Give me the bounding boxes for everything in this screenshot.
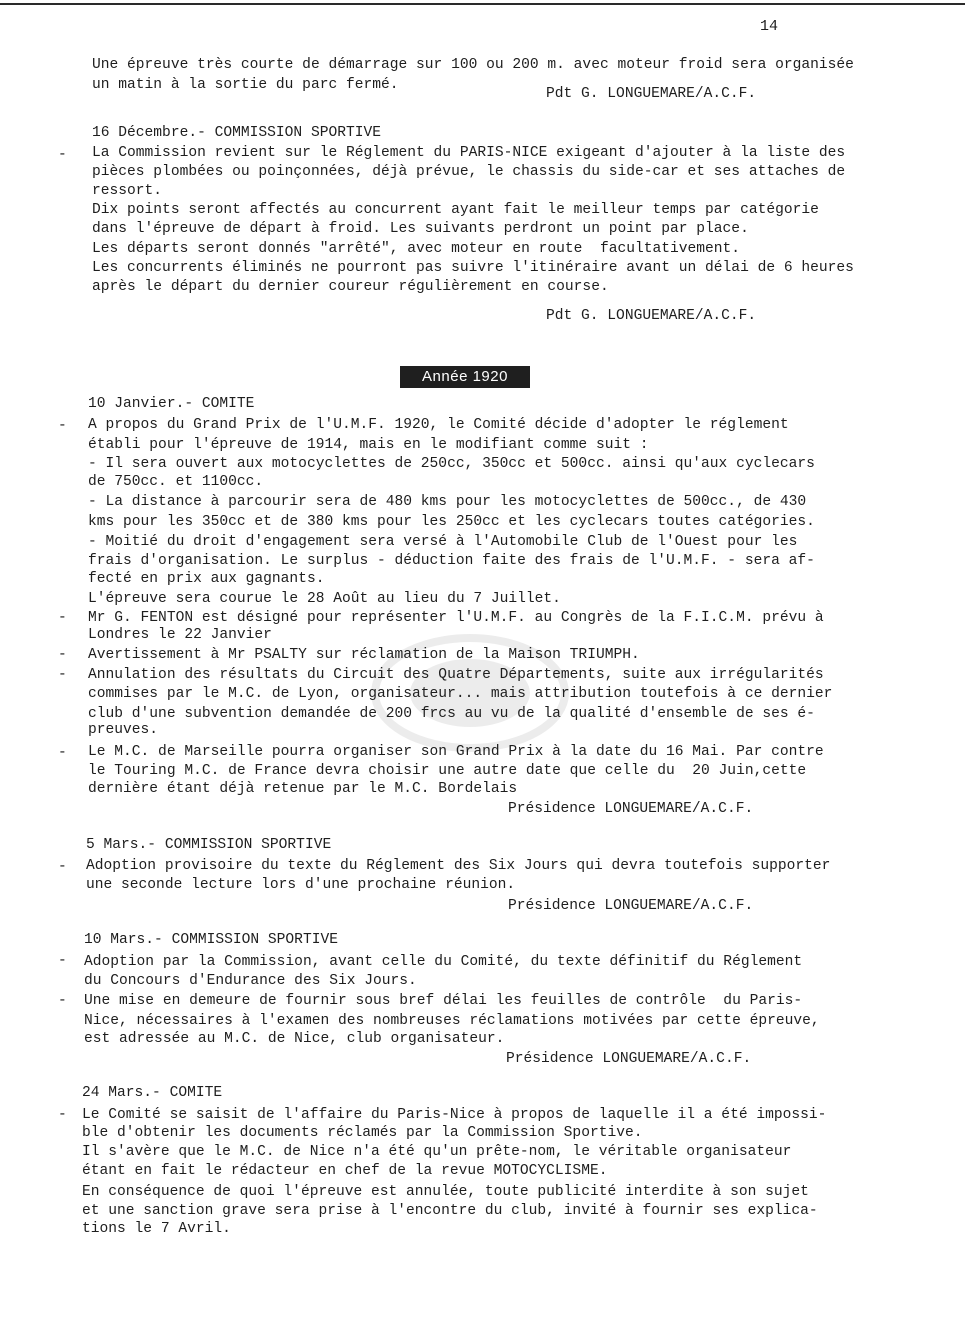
- s5-line-6: et une sanction grave sera prise à l'encontre du club, invité à fournir ses explica-: [82, 1203, 818, 1219]
- margin-dash: -: [58, 953, 67, 969]
- s2-line-8: frais d'organisation. Le surplus - déduction faite des frais de l'U.M.F. - sera af-: [88, 553, 815, 569]
- page-number: 14: [760, 18, 779, 35]
- s3-heading: 5 Mars.- COMMISSION SPORTIVE: [86, 837, 332, 853]
- margin-dash: -: [58, 745, 67, 761]
- s2-line-12: Londres le 22 Janvier: [88, 627, 272, 643]
- margin-dash: -: [58, 859, 67, 875]
- s4-line-4: Nice, nécessaires à l'examen des nombreuses réclamations motivées par cette épreuve,: [84, 1013, 820, 1029]
- s3-signature: Présidence LONGUEMARE/A.C.F.: [508, 898, 754, 914]
- margin-dash: -: [58, 647, 67, 663]
- s4-line-5: est adressée au M.C. de Nice, club organisateur.: [84, 1031, 505, 1047]
- s5-heading: 24 Mars.- COMITE: [82, 1085, 223, 1101]
- s2-line-14: Annulation des résultats du Circuit des Quatre Départements, suite aux irrégularités: [88, 667, 824, 683]
- s1-line-1: La Commission revient sur le Réglement du PARIS-NICE exigeant d'ajouter à la liste des: [92, 145, 846, 161]
- s2-line-4: de 750cc. et 1100cc.: [88, 474, 264, 490]
- margin-dash: -: [58, 993, 67, 1009]
- s2-line-9: fecté en prix aux gagnants.: [88, 571, 325, 587]
- s2-line-7: - Moitié du droit d'engagement sera versé à l'Automobile Club de l'Ouest pour les: [88, 534, 798, 550]
- intro-signature: Pdt G. LONGUEMARE/A.C.F.: [546, 86, 757, 102]
- margin-dash: -: [58, 147, 67, 163]
- s4-line-3: Une mise en demeure de fournir sous bref délai les feuilles de contrôle du Paris-: [84, 993, 803, 1009]
- s4-line-1: Adoption par la Commission, avant celle du Comité, du texte définitif du Réglement: [84, 954, 803, 970]
- s4-line-2: du Concours d'Endurance des Six Jours.: [84, 973, 417, 989]
- s1-heading: 16 Décembre.- COMMISSION SPORTIVE: [92, 125, 382, 141]
- s2-line-3: - Il sera ouvert aux motocyclettes de 250cc, 350cc et 500cc. ainsi qu'aux cyclecars: [88, 456, 815, 472]
- s2-line-18: Le M.C. de Marseille pourra organiser son Grand Prix à la date du 16 Mai. Par contre: [88, 744, 824, 760]
- s5-line-4: étant en fait le rédacteur en chef de la revue MOTOCYCLISME.: [82, 1163, 608, 1179]
- intro-line-1: Une épreuve très courte de démarrage sur 100 ou 200 m. avec moteur froid sera organisée: [92, 57, 854, 73]
- s2-line-15: commises par le M.C. de Lyon, organisateur... mais attribution toutefois à ce dernier: [88, 686, 833, 702]
- s1-signature: Pdt G. LONGUEMARE/A.C.F.: [546, 308, 757, 324]
- margin-dash: -: [58, 418, 67, 434]
- s5-line-2: ble d'obtenir les documents réclamés par la Commission Sportive.: [82, 1125, 643, 1141]
- s1-line-3: ressort.: [92, 183, 163, 199]
- s2-line-5: - La distance à parcourir sera de 480 kms pour les motocyclettes de 500cc., de 430: [88, 494, 807, 510]
- s5-line-1: Le Comité se saisit de l'affaire du Paris-Nice à propos de laquelle il a été impossi-: [82, 1107, 827, 1123]
- s1-line-5: dans l'épreuve de départ à froid. Les suivants perdront un point par place.: [92, 221, 749, 237]
- margin-dash: -: [58, 610, 67, 626]
- s1-line-2: pièces plombées ou poinçonnées, déjà prévue, le chassis du side-car et ses attaches de: [92, 164, 846, 180]
- s4-heading: 10 Mars.- COMMISSION SPORTIVE: [84, 932, 338, 948]
- s2-line-2: établi pour l'épreuve de 1914, mais en le modifiant comme suit :: [88, 437, 649, 453]
- s2-line-13: Avertissement à Mr PSALTY sur réclamation de la Maison TRIUMPH.: [88, 647, 640, 663]
- s1-line-6: Les départs seront donnés "arrêté", avec moteur en route facultativement.: [92, 241, 741, 257]
- s1-line-4: Dix points seront affectés au concurrent ayant fait le meilleur temps par catégorie: [92, 202, 819, 218]
- s2-heading: 10 Janvier.- COMITE: [88, 396, 255, 412]
- s1-line-7: Les concurrents éliminés ne pourront pas suivre l'itinéraire avant un délai de 6 heures: [92, 260, 854, 276]
- top-rule: [0, 3, 965, 5]
- s1-line-8: après le départ du dernier coureur régulièrement en course.: [92, 279, 609, 295]
- s2-line-17: preuves.: [88, 722, 159, 738]
- s2-line-11: Mr G. FENTON est désigné pour représenter l'U.M.F. au Congrès de la F.I.C.M. prévu à: [88, 610, 824, 626]
- s2-line-10: L'épreuve sera courue le 28 Août au lieu du 7 Juillet.: [88, 591, 561, 607]
- intro-line-2: un matin à la sortie du parc fermé.: [92, 77, 399, 93]
- s3-line-1: Adoption provisoire du texte du Réglement des Six Jours qui devra toutefois supporter: [86, 858, 831, 874]
- s2-line-16: club d'une subvention demandée de 200 frcs au vu de la qualité d'ensemble de ses é-: [88, 706, 815, 722]
- s2-line-20: dernière étant déjà retenue par le M.C. Bordelais: [88, 781, 518, 797]
- s2-line-6: kms pour les 350cc et de 380 kms pour les 250cc et les cyclecars toutes catégories.: [88, 514, 815, 530]
- s2-signature: Présidence LONGUEMARE/A.C.F.: [508, 801, 754, 817]
- year-badge: Année 1920: [400, 366, 530, 388]
- s2-line-1: A propos du Grand Prix de l'U.M.F. 1920, le Comité décide d'adopter le réglement: [88, 417, 789, 433]
- s2-line-19: le Touring M.C. de France devra choisir une autre date que celle du 20 Juin,cette: [88, 763, 807, 779]
- s3-line-2: une seconde lecture lors d'une prochaine réunion.: [86, 877, 516, 893]
- margin-dash: -: [58, 1107, 67, 1123]
- margin-dash: -: [58, 667, 67, 683]
- s5-line-5: En conséquence de quoi l'épreuve est annulée, toute publicité interdite à son sujet: [82, 1184, 809, 1200]
- s5-line-7: tions le 7 Avril.: [82, 1221, 231, 1237]
- s5-line-3: Il s'avère que le M.C. de Nice n'a été qu'un prête-nom, le véritable organisateur: [82, 1144, 792, 1160]
- s4-signature: Présidence LONGUEMARE/A.C.F.: [506, 1051, 752, 1067]
